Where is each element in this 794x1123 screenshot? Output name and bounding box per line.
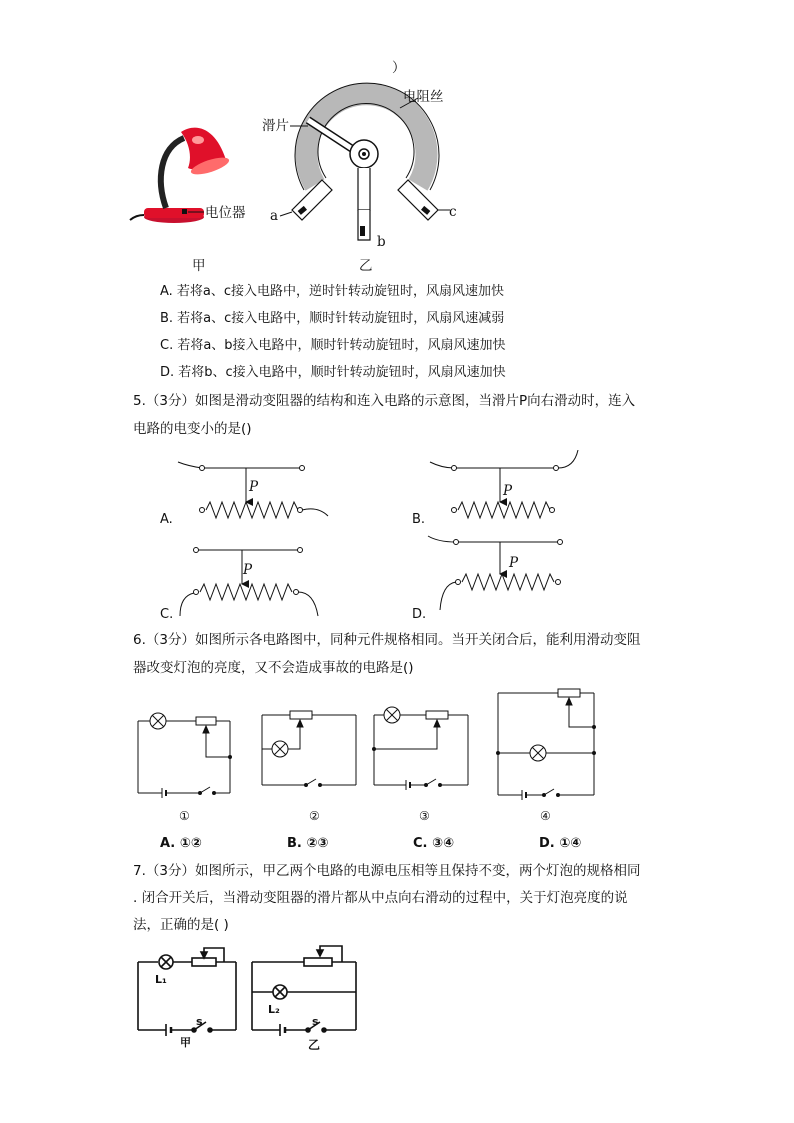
terminal-c-label: c: [449, 204, 457, 220]
resistance-wire-label: 电阻丝: [403, 89, 444, 105]
potentiometer-structure-figure: [260, 80, 480, 250]
q5-stem-line2: 电路的电变小的是(): [133, 421, 252, 437]
lamp-l1-label: L₁: [155, 973, 167, 986]
circuit-3: [373, 707, 469, 790]
q6-option-b: B. ②③: [287, 836, 329, 851]
slider-p-label-b: P: [503, 483, 513, 499]
q5-rheostat-diagrams: [150, 450, 600, 625]
q4-option-a: A. 若将a、c接入电路中，逆时针转动旋钮时，风扇风速加快: [160, 284, 505, 299]
q6-option-a: A. ①②: [160, 836, 202, 851]
circuit-label-2: ②: [309, 809, 320, 823]
circuit-1: [138, 713, 232, 798]
q6-circuit-diagrams: [130, 685, 610, 805]
q7-stem-line2: . 闭合开关后，当滑动变阻器的滑片都从中点向右滑动的过程中，关于灯泡亮度的说: [133, 890, 628, 906]
q7-caption-jia: 甲: [180, 1036, 191, 1049]
rheostat-d: [428, 536, 563, 610]
circuit-2: [262, 711, 356, 787]
potentiometer-label: 电位器: [205, 205, 246, 221]
q6-stem-line2: 器改变灯泡的亮度，又不会造成事故的电路是(): [133, 660, 414, 676]
circuit-label-1: ①: [179, 809, 190, 823]
slider-p-label-d: P: [509, 555, 519, 571]
lamp-l2-label: L₂: [268, 1003, 280, 1016]
q5-label-c: C.: [160, 607, 174, 622]
rheostat-c: [180, 548, 318, 617]
q7-circuit-diagrams: [130, 940, 370, 1050]
closing-paren: ）: [392, 60, 406, 76]
q6-option-d: D. ①④: [539, 836, 582, 851]
switch-s-label-yi: s: [312, 1015, 319, 1028]
circuit-label-3: ③: [419, 809, 430, 823]
q7-stem-line3: 法，正确的是( ): [133, 917, 229, 933]
q5-label-a: A.: [160, 512, 173, 527]
q5-stem-line1: 5.（3分）如图是滑动变阻器的结构和连入电路的示意图，当滑片P向右滑动时，连入: [133, 393, 636, 409]
circuit-label-4: ④: [540, 809, 551, 823]
circuit-yi: [252, 946, 356, 1036]
switch-s-label-jia: s: [196, 1015, 203, 1028]
figure-caption-yi: 乙: [359, 258, 373, 274]
q7-caption-yi: 乙: [308, 1038, 321, 1052]
q5-label-d: D.: [412, 607, 427, 622]
q5-label-b: B.: [412, 512, 426, 527]
q6-option-c: C. ③④: [413, 836, 455, 851]
figure-caption-jia: 甲: [192, 258, 206, 274]
circuit-4: [497, 689, 596, 800]
slider-label: 滑片: [262, 118, 289, 134]
slider-p-label-c: P: [243, 562, 253, 578]
slider-p-label-a: P: [249, 479, 259, 495]
terminal-a-label: a: [270, 208, 279, 224]
q4-option-c: C. 若将a、b接入电路中，顺时针转动旋钮时，风扇风速加快: [160, 338, 506, 353]
circuit-jia: [138, 948, 236, 1036]
q7-stem-line1: 7.（3分）如图所示，甲乙两个电路的电源电压相等且保持不变，两个灯泡的规格相同: [133, 863, 641, 879]
q4-option-b: B. 若将a、c接入电路中，顺时针转动旋钮时，风扇风速减弱: [160, 311, 505, 326]
q4-option-d: D. 若将b、c接入电路中，顺时针转动旋钮时，风扇风速加快: [160, 365, 506, 380]
terminal-b-label: b: [377, 234, 386, 250]
q6-stem-line1: 6.（3分）如图所示各电路图中，同种元件规格相同。当开关闭合后，能利用滑动变阻: [133, 632, 641, 648]
